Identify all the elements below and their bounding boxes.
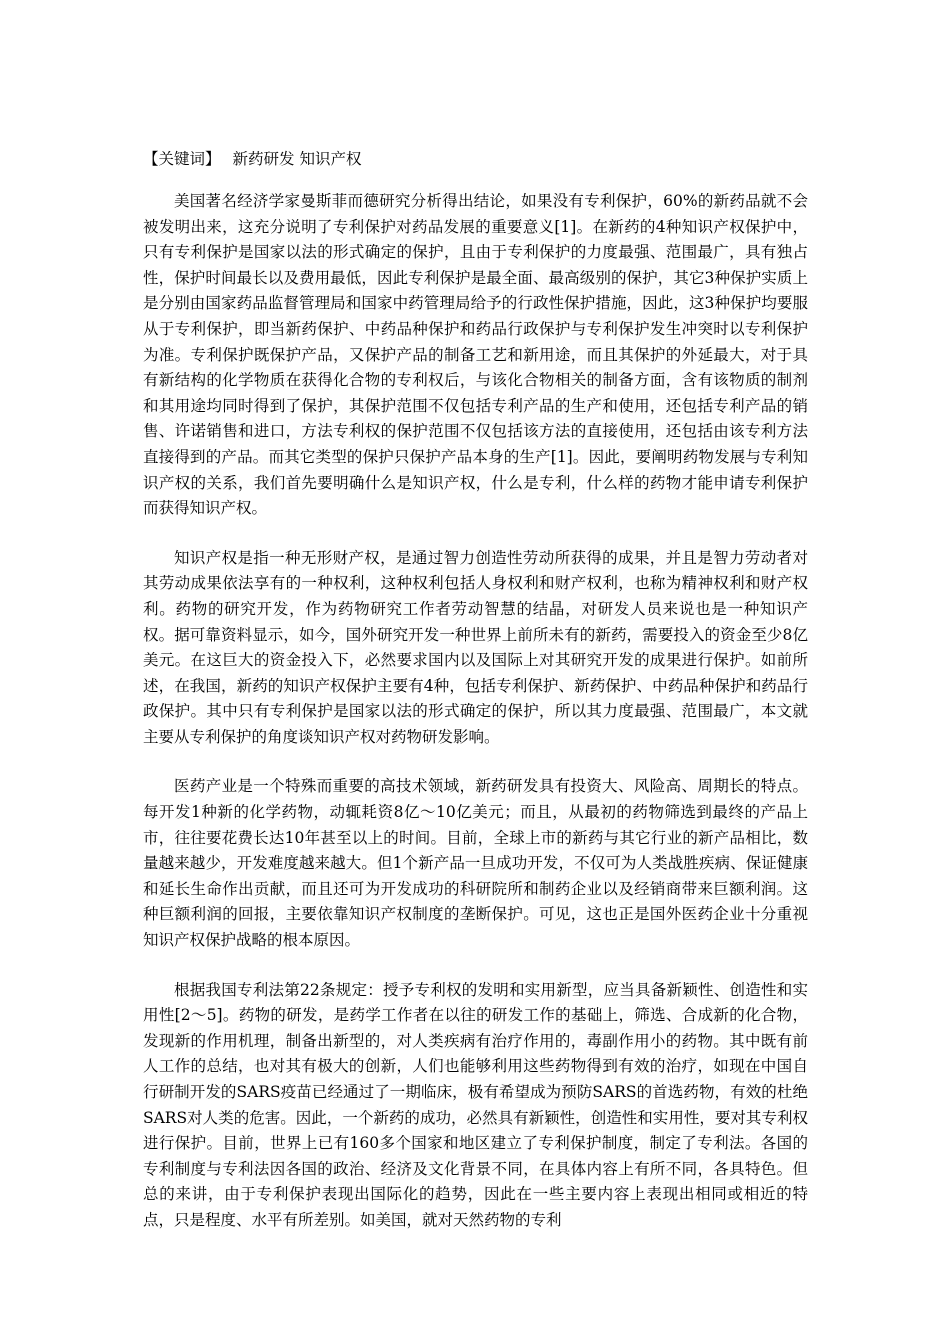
- paragraph-2: 知识产权是指一种无形财产权，是通过智力创造性劳动所获得的成果，并且是智力劳动者对其劳动成果依法享有的一种权利，这种权利包括人身权利和财产权利，也称为精神权利和财产权利。药物的研究开发，作为药物研究工作者劳动智慧的结晶，对研发人员来说也是一种知识产权。据可靠资料显示，如今，国外研究开发一种世界上前所未有的新药，需要投入的资金至少8亿美元。在这巨大的资金投入下，必然要求国内以及国际上对其研究开发的成果进行保护。如前所述，在我国，新药的知识产权保护主要有4种，包括专利保护、新药保护、中药品种保护和药品行政保护。其中只有专利保护是国家以法的形式确定的保护，所以其力度最强、范围最广，本文就主要从专利保护的角度谈知识产权对药物研发影响。: [143, 548, 808, 746]
- keywords-tag: 【关键词】: [143, 150, 221, 168]
- paragraph-4: 根据我国专利法第22条规定：授予专利权的发明和实用新型，应当具备新颖性、创造性和实用性[2～5]。药物的研发，是药学工作者在以往的研发工作的基础上，筛选、合成新的化合物，发现新的作用机理，制备出新型的，对人类疾病有治疗作用的，毒副作用小的药物。其中既有前人工作的总结，也对其有极大的创新，人们也能够利用这些药物得到有效的治疗，如现在中国自行研制开发的SARS疫苗已经通过了一期临床，极有希望成为预防SARS的首选药物，有效的杜绝SARS对人类的危害。因此，一个新药的成功，必然具有新颖性，创造性和实用性，要对其专利权进行保护。目前，世界上已有160多个国家和地区建立了专利保护制度，制定了专利法。各国的专利制度与专利法因各国的政治、经济及文化背景不同，在具体内容上有所不同，各具特色。但总的来讲，由于专利保护表现出国际化的趋势，因此在一些主要内容上表现出相同或相近的特点，只是程度、水平有所差别。如美国，就对天然药物的专利: [143, 980, 808, 1229]
- paragraph-3: 医药产业是一个特殊而重要的高技术领域，新药研发具有投资大、风险高、周期长的特点。每开发1种新的化学药物，动辄耗资8亿～10亿美元；而且，从最初的药物筛选到最终的产品上市，往往要花费长达10年甚至以上的时间。目前，全球上市的新药与其它行业的新产品相比，数量越来越少，开发难度越来越大。但1个新产品一旦成功开发，不仅可为人类战胜疾病、保证健康和延长生命作出贡献，而且还可为开发成功的科研院所和制药企业以及经销商带来巨额利润。这种巨额利润的回报，主要依靠知识产权制度的垄断保护。可见，这也正是国外医药企业十分重视知识产权保护战略的根本原因。: [143, 777, 808, 950]
- keywords-value: 新药研发 知识产权: [232, 150, 362, 168]
- paragraph-1: 美国著名经济学家曼斯菲而德研究分析得出结论，如果没有专利保护，60%的新药品就不会被发明出来，这充分说明了专利保护对药品发展的重要意义[1]。在新药的4种知识产权保护中，只有专利保护是国家以法的形式确定的保护，且由于专利保护的力度最强、范围最广，具有独占性，保护时间最长以及费用最低，因此专利保护是最全面、最高级别的保护，其它3种保护实质上是分别由国家药品监督管理局和国家中药管理局给予的行政性保护措施，因此，这3种保护均要服从于专利保护，即当新药保护、中药品种保护和药品行政保护与专利保护发生冲突时以专利保护为准。专利保护既保护产品，又保护产品的制备工艺和新用途，而且其保护的外延最大，对于具有新结构的化学物质在获得化合物的专利权后，与该化合物相关的制备方面，含有该物质的制剂和其用途均同时得到了保护，其保护范围不仅包括专利产品的生产和使用，还包括专利产品的销售、许诺销售和进口，方法专利权的保护范围不仅包括该方法的直接使用，还包括由该专利方法直接得到的产品。而其它类型的保护只保护产品本身的生产[1]。因此，要阐明药物发展与专利知识产权的关系，我们首先要明确什么是知识产权，什么是专利，什么样的药物才能申请专利保护而获得知识产权。: [143, 192, 808, 518]
- document-page: [143, 146, 808, 1258]
- keywords-line: [143, 146, 808, 172]
